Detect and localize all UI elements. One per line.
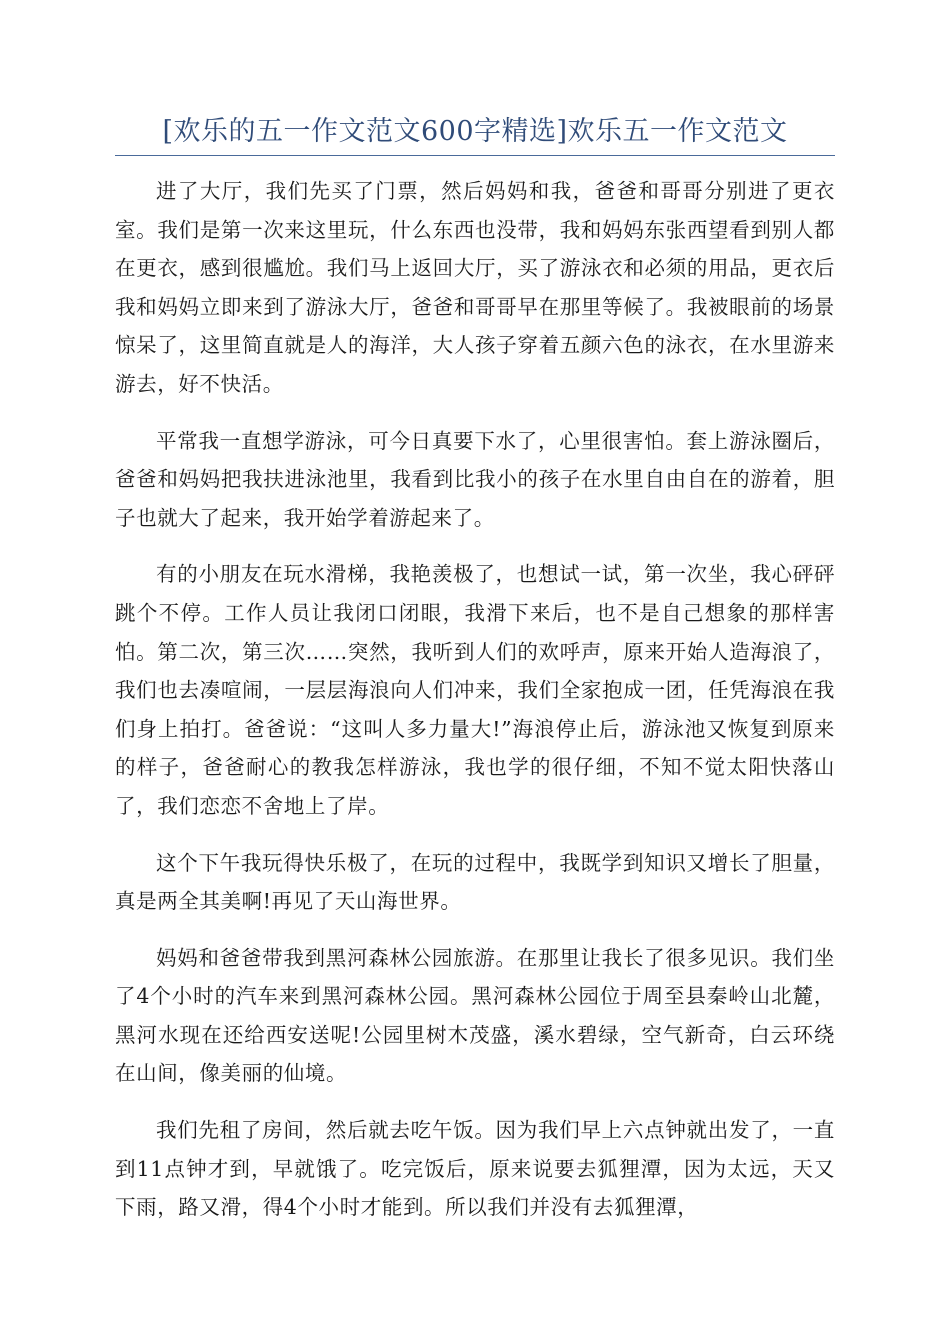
paragraph-1: 进了大厅，我们先买了门票，然后妈妈和我，爸爸和哥哥分别进了更衣室。我们是第一次来这里玩，什么东西也没带，我和妈妈东张西望看到别人都在更衣，感到很尴尬。我们马上返回大厅，买了游泳衣和必须的用品，更衣后我和妈妈立即来到了游泳大厅，爸爸和哥哥早在那里等候了。我被眼前的场景惊呆了，这里简直就是人的海洋，大人孩子穿着五颜六色的泳衣，在水里游来游去，好不快活。 [115, 179, 835, 396]
paragraph-4: 这个下午我玩得快乐极了，在玩的过程中，我既学到知识又增长了胆量，真是两全其美啊!再见了天山海世界。 [115, 850, 835, 914]
document-title: [欢乐的五一作文范文600字精选]欢乐五一作文范文 [162, 116, 788, 147]
title-underline [115, 155, 835, 156]
paragraph-2: 平常我一直想学游泳，可今日真要下水了，心里很害怕。套上游泳圈后，爸爸和妈妈把我扶进泳池里，我看到比我小的孩子在水里自由自在的游着，胆子也就大了起来，我开始学着游起来了。 [115, 428, 835, 530]
paragraph-5: 妈妈和爸爸带我到黑河森林公园旅游。在那里让我长了很多见识。我们坐了4个小时的汽车来到黑河森林公园。黑河森林公园位于周至县秦岭山北麓，黑河水现在还给西安送呢!公园里树木茂盛，溪水碧绿，空气新奇，白云环绕在山间，像美丽的仙境。 [115, 945, 835, 1086]
paragraph-3: 有的小朋友在玩水滑梯，我艳羡极了，也想试一试，第一次坐，我心砰砰跳个不停。工作人员让我闭口闭眼，我滑下来后，也不是自己想象的那样害怕。第二次，第三次……突然，我听到人们的欢呼声，原来开始人造海浪了，我们也去凑喧闹，一层层海浪向人们冲来，我们全家抱成一团，任凭海浪在我们身上拍打。爸爸说：“这叫人多力量大!”海浪停止后，游泳池又恢复到原来的样子，爸爸耐心的教我怎样游泳，我也学的很仔细，不知不觉太阳快落山了，我们恋恋不舍地上了岸。 [115, 562, 835, 818]
paragraph-6: 我们先租了房间，然后就去吃午饭。因为我们早上六点钟就出发了，一直到11点钟才到，早就饿了。吃完饭后，原来说要去狐狸潭，因为太远，天又下雨，路又滑，得4个小时才能到。所以我们并没有去狐狸潭， [115, 1118, 835, 1220]
document-body [115, 172, 835, 1245]
